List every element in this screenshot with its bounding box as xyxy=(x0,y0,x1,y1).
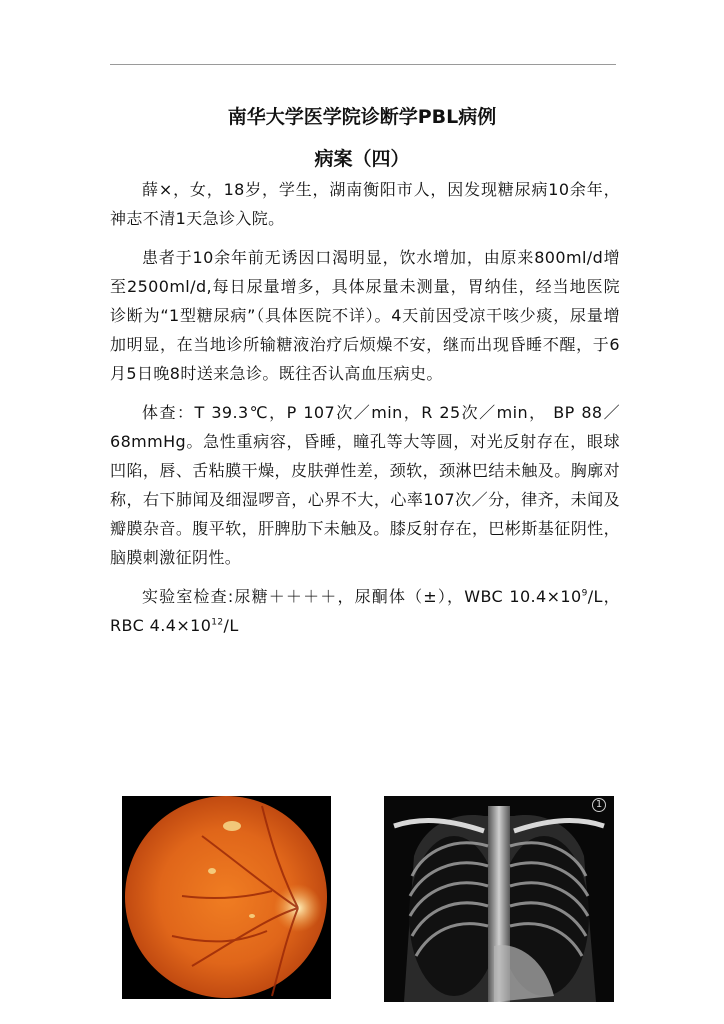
lab-text-prefix: 实验室检查:尿糖＋＋＋＋，尿酮体（±），WBC 10.4×10 xyxy=(142,587,582,606)
chest-xray xyxy=(384,796,614,1002)
xray-marker: 1 xyxy=(592,798,606,812)
fundus-photo xyxy=(122,796,331,999)
exam-paragraph: 体查：T 39.3℃，P 107次／min，R 25次／min， BP 88／68mmHg。急性重病容，昏睡，瞳孔等大等圆，对光反射存在，眼球凹陷，唇、舌粘膜干燥，皮肤弹性差，颈软，颈淋巴结未触及。胸廓对称，右下肺闻及细湿啰音，心界不大，心率107次／分，律齐，未闻及瓣膜杂音。腹平软，肝脾肋下未触及。膝反射存在，巴彬斯基征阴性，脑膜刺激征阴性。 xyxy=(110,403,620,567)
document-title: 南华大学医学院诊断学PBL病例 xyxy=(227,106,497,128)
rbc-exponent: 12 xyxy=(211,617,224,628)
case-subtitle: 病案（四） xyxy=(314,148,410,170)
header-rule xyxy=(110,64,616,65)
wbc-exponent: 9 xyxy=(581,588,588,599)
lab-paragraph xyxy=(110,582,620,640)
case-body xyxy=(110,175,620,640)
lab-text-suffix: /L xyxy=(223,616,239,635)
intro-paragraph: 薛×，女，18岁，学生，湖南衡阳市人，因发现糖尿病10余年，神志不清1天急诊入院。 xyxy=(110,180,620,228)
lab-text-mid: /L，RBC 4.4×10 xyxy=(110,587,620,635)
history-paragraph: 患者于10余年前无诱因口渴明显，饮水增加，由原来800ml/d增至2500ml/d,每日尿量增多，具体尿量未测量，胃纳佳，经当地医院诊断为“1型糖尿病”（具体医院不详）。4天前因受凉干咳少痰，尿量增加明显，在当地诊所输糖液治疗后烦燥不安，继而出现昏睡不醒，于6月5日晚8时送来急诊。既往否认高血压病史。 xyxy=(110,248,620,383)
